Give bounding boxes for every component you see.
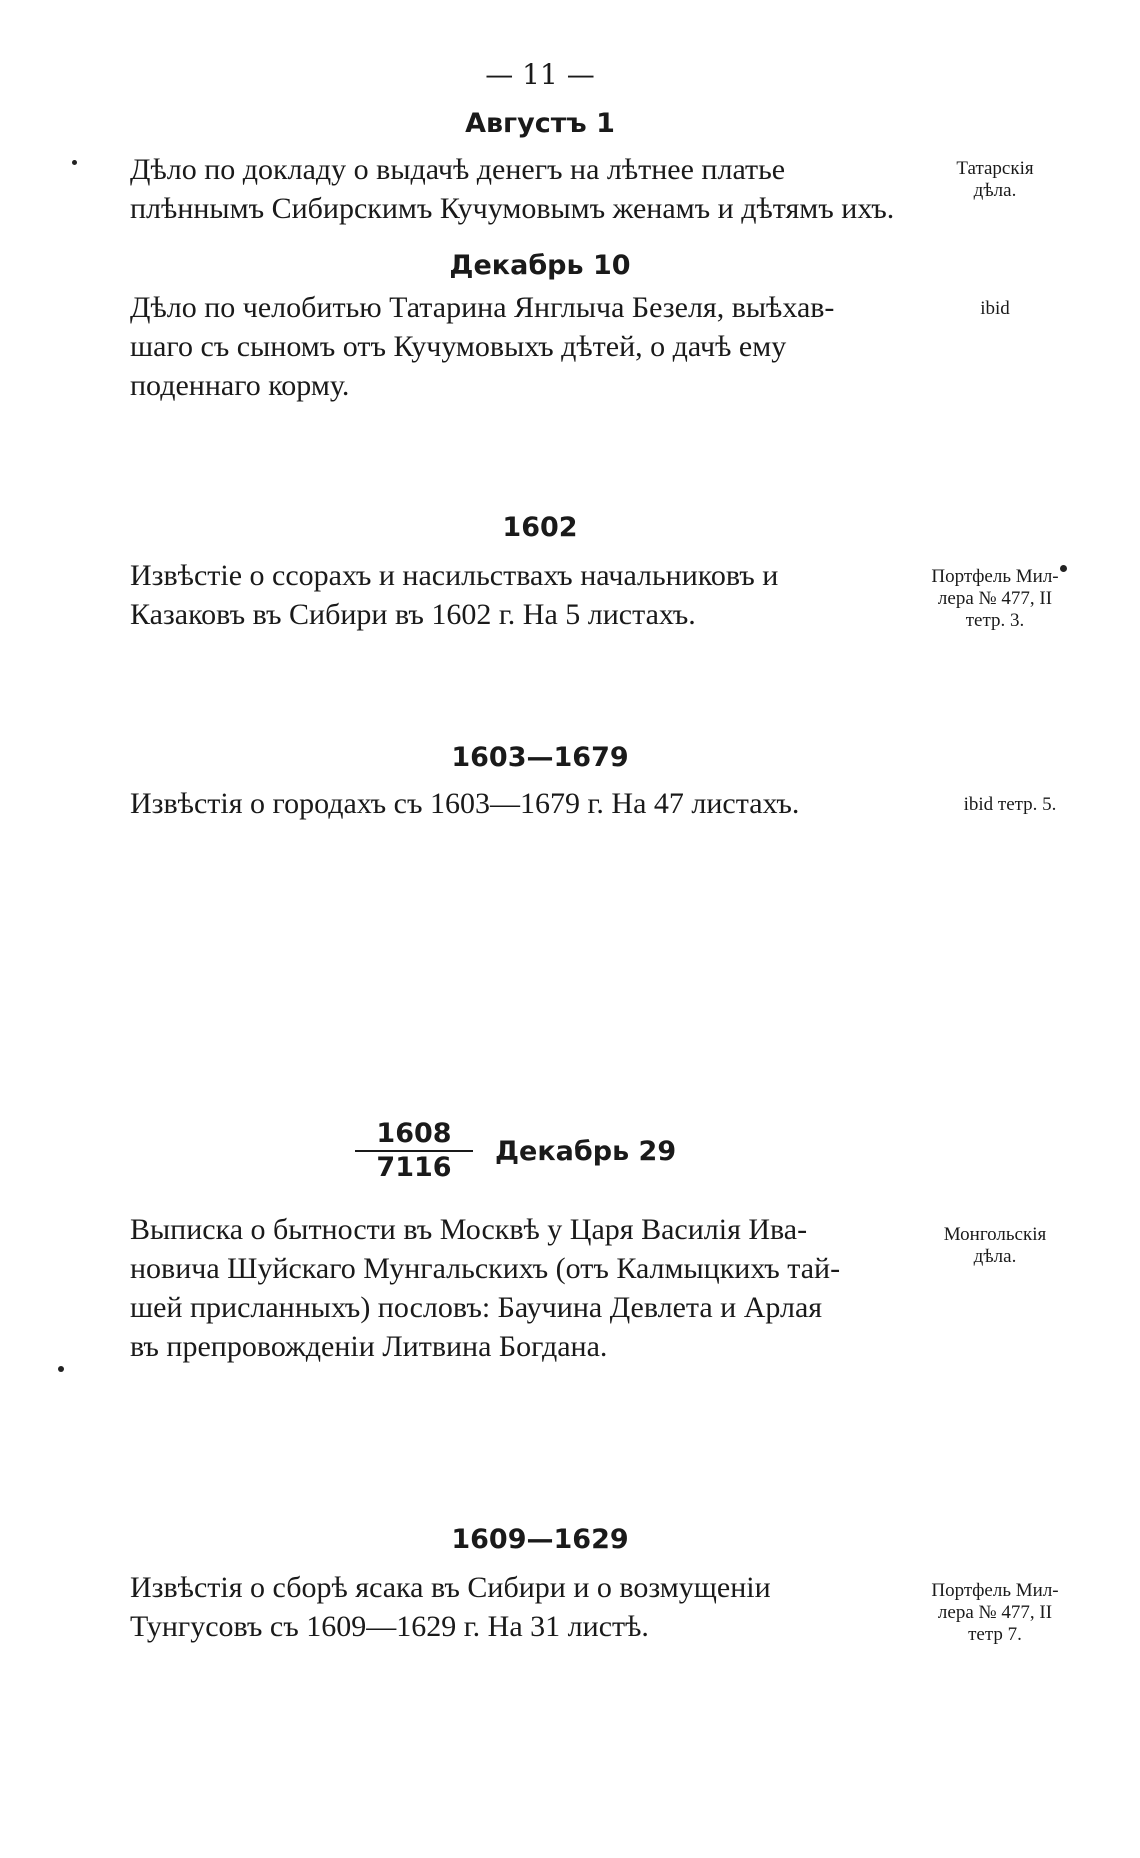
section-heading-december-10: Декабрь 10	[449, 250, 631, 281]
ref-line: тетр. 3.	[965, 610, 1025, 631]
section-heading-1602: 1602	[502, 512, 578, 543]
entry-text	[130, 1210, 930, 1366]
year-fraction	[355, 1118, 473, 1184]
fraction-heading	[355, 1118, 676, 1184]
archive-ref	[900, 1224, 1090, 1268]
year-numerator: 1608	[376, 1118, 452, 1149]
entry-line: Казаковъ въ Сибири въ 1602 г. На 5 листахъ.	[130, 598, 696, 631]
ref-line: лера № 477, II	[937, 588, 1053, 609]
section-heading-august-1: Августъ 1	[465, 108, 615, 139]
entry-line: въ препровожденіи Литвина Богдана.	[130, 1330, 608, 1363]
archive-ref	[900, 1580, 1090, 1646]
ref-line: Портфель Мил-	[931, 1580, 1059, 1601]
ref-line: дѣла.	[973, 1246, 1017, 1267]
archive-ref	[915, 794, 1105, 816]
year-denominator: 7116	[376, 1152, 452, 1183]
entry-line: Извѣстія о сборѣ ясака въ Сибири и о возмущеніи	[130, 1571, 771, 1604]
entry-line: плѣннымъ Сибирскимъ Кучумовымъ женамъ и дѣтямъ ихъ.	[130, 192, 895, 225]
archive-ref	[900, 158, 1090, 202]
entry-line: Тунгусовъ съ 1609—1629 г. На 31 листѣ.	[130, 1610, 649, 1643]
entry-line: Извѣстіе о ссорахъ и насильствахъ начальниковъ и	[130, 559, 779, 592]
ref-line: дѣла.	[973, 180, 1017, 201]
ref-line: тетр 7.	[968, 1624, 1022, 1645]
entry-line: поденнаго корму.	[130, 369, 350, 402]
section-heading-1603-1679: 1603—1679	[451, 742, 629, 773]
section-heading-december-29: Декабрь 29	[495, 1135, 677, 1167]
entry-line: шаго съ сыномъ отъ Кучумовыхъ дѣтей, о дачѣ ему	[130, 330, 787, 363]
entry-text	[130, 288, 930, 405]
entry-line: Дѣло по челобитью Татарина Янглыча Безеля, выѣхав-	[130, 291, 835, 324]
scan-speck	[72, 160, 77, 165]
entry-line: шей присланныхъ) пословъ: Баучина Девлета и Арлая	[130, 1291, 823, 1324]
page-number: — 11 —	[485, 58, 595, 91]
ref-line: Портфель Мил-	[931, 566, 1059, 587]
entry-text	[130, 1568, 930, 1646]
ref-line: ibid тетр. 5.	[963, 794, 1057, 815]
entry-line: Извѣстія о городахъ съ 1603—1679 г. На 47 листахъ.	[130, 787, 800, 820]
section-heading-1609-1629: 1609—1629	[451, 1524, 629, 1555]
entry-text	[130, 556, 930, 634]
ref-line: лера № 477, II	[937, 1602, 1053, 1623]
ref-line: Татарскія	[956, 158, 1034, 179]
archive-ref	[900, 566, 1090, 632]
entry-text	[130, 150, 930, 228]
ref-line: Монгольскія	[943, 1224, 1047, 1245]
entry-line: Выписка о бытности въ Москвѣ у Царя Василія Ива-	[130, 1213, 808, 1246]
ref-line: ibid	[980, 298, 1010, 319]
entry-line: новича Шуйскаго Мунгальскихъ (отъ Калмыцкихъ тай-	[130, 1252, 841, 1285]
entry-text	[130, 784, 930, 823]
archive-ref	[900, 298, 1090, 320]
scan-speck	[1060, 565, 1067, 572]
entry-line: Дѣло по докладу о выдачѣ денегъ на лѣтнее платье	[130, 153, 786, 186]
scan-speck	[58, 1366, 64, 1372]
